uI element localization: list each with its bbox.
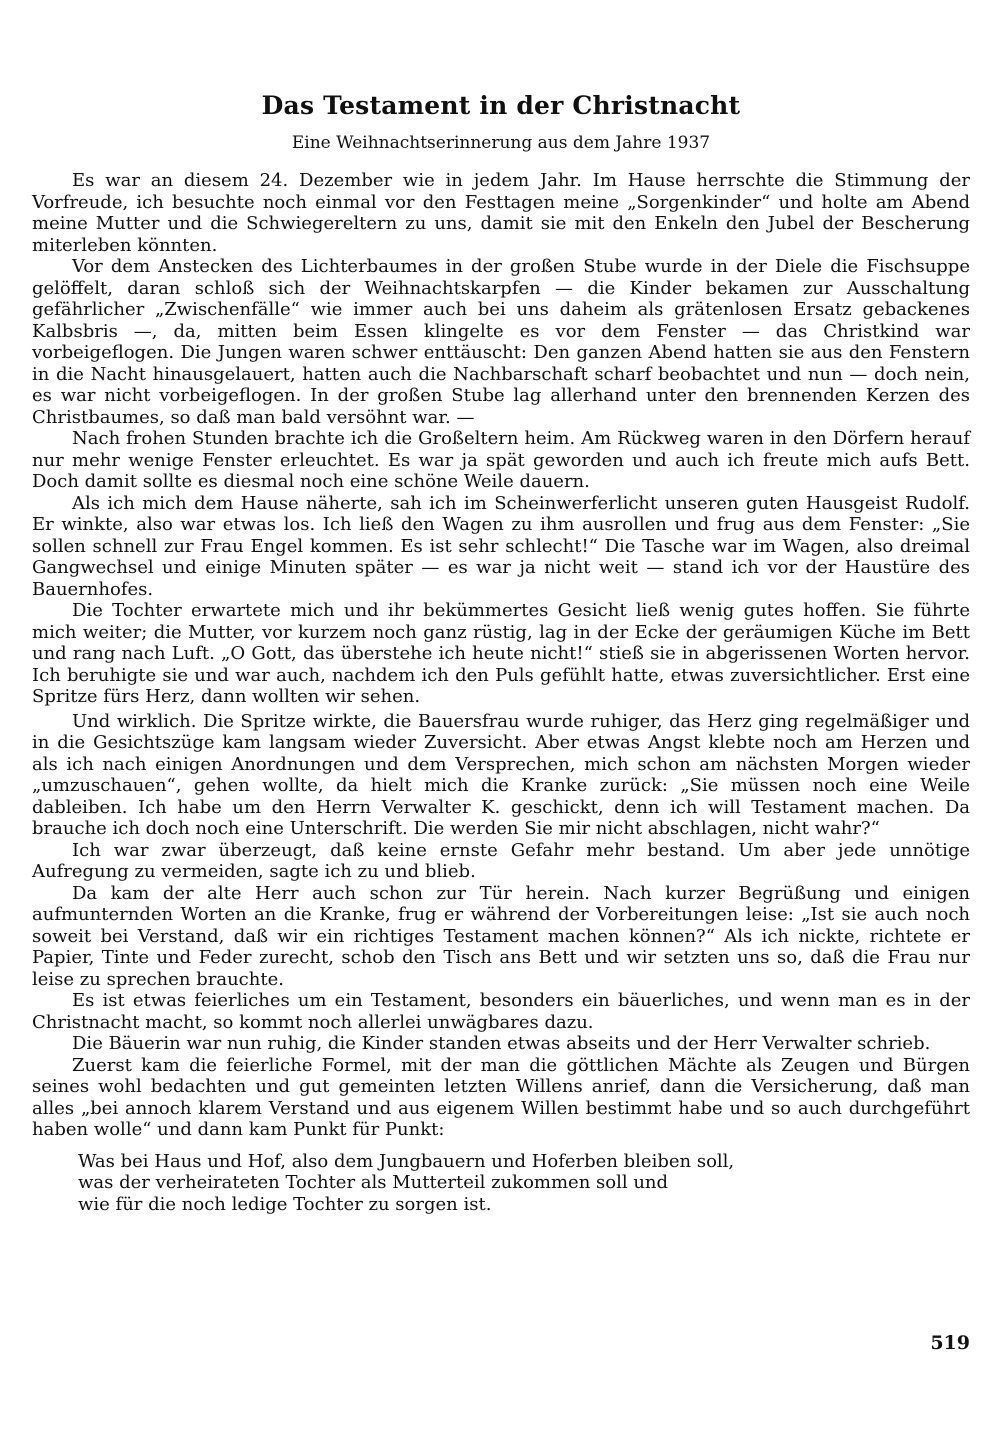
paragraph: Da kam der alte Herr auch schon zur Tür herein. Nach kurzer Begrüßung und einigen aufmunternden Worten an die Kranke, frug er während der Vorbereitungen leise: „Ist sie auch noch soweit bei Verstand, daß wir ein richtiges Testament machen können?“ Als ich nickte, richtete er Papier, Tinte und Feder zurecht, schob den Tisch ans Bett und wir setzten uns so, daß die Frau nur leise zu sprechen brauchte. [32,882,970,990]
paragraph: Ich war zwar überzeugt, daß keine ernste Gefahr mehr bestand. Um aber jede unnötige Aufregung zu vermeiden, sagte ich zu und blieb. [32,839,970,882]
paragraph: Die Bäuerin war nun ruhig, die Kinder standen etwas abseits und der Herr Verwalter schrieb. [72,1033,931,1054]
paragraph: Die Tochter erwartete mich und ihr bekümmertes Gesicht ließ wenig gutes hoffen. Sie führte mich weiter; die Mutter, vor kurzem noch ganz rüstig, lag in der Ecke der geräumigen Küche im Bett und rang nach Luft. „O Gott, das überstehe ich heute nicht!“ stieß sie in abgerissenen Worten hervor. Ich beruhigte sie und war auch, nachdem ich den Puls gefühlt hatte, etwas zuversichtlicher. Erst eine Spritze fürs Herz, dann wollten wir sehen. [32,600,970,707]
paragraph: Vor dem Anstecken des Lichterbaumes in der großen Stube wurde in der Diele die Fischsuppe gelöffelt, daran schloß sich der Weihnachtskarpfen — die Kinder bekamen zur Ausschaltung gefährlicher „Zwischenfälle“ wie immer auch bei uns daheim als grätenlosen Ersatz gebackenes Kalbsbris —, da, mitten beim Essen klingelte es vor dem Fenster — das Christkind war vorbeigeflogen. Die Jungen waren schwer enttäuscht: Den ganzen Abend hatten sie aus den Fenstern in die Nacht hinausgelauert, hatten auch die Nachbarschaft scharf beobachtet und nun — doch nein, es war nicht vorbeigeflogen. In der großen Stube lag allerhand unter den brennenden Kerzen des Christbaumes, so daß man bald versöhnt war. — [32,256,970,428]
paragraph: Es ist etwas feierliches um ein Testament, besonders ein bäuerliches, und wenn man es in der Christnacht macht, so kommt noch allerlei unwägbares dazu. [32,990,970,1033]
page-number: 519 [930,1332,970,1354]
testament-points [78,1151,970,1216]
article-subtitle: Eine Weihnachtserinnerung aus dem Jahre 1937 [291,133,711,153]
article-title: Das Testament in der Christnacht [261,91,741,120]
paragraph: Und wirklich. Die Spritze wirkte, die Bauersfrau wurde ruhiger, das Herz ging regelmäßiger und in die Gesichtszüge kam langsam wieder Zuversicht. Aber etwas Angst klebte noch am Herzen und als ich nach einigen Anordnungen und dem Versprechen, mich schon am nächsten Morgen wieder „umzuschauen“, gehen wollte, da hielt mich die Kranke zurück: „Sie müssen noch eine Weile dableiben. Ich habe um den Herrn Verwalter K. geschickt, denn ich will Testament machen. Da brauche ich doch noch eine Unterschrift. Die werden Sie mir nicht abschlagen, nicht wahr?“ [32,710,970,839]
paragraph: Es war an diesem 24. Dezember wie in jedem Jahr. Im Hause herrschte die Stimmung der Vorfreude, ich besuchte noch einmal vor den Festtagen meine „Sorgenkinder“ und holte am Abend meine Mutter und die Schwiegereltern zu uns, damit sie mit den Enkeln den Jubel der Bescherung miterleben könnten. [32,170,970,256]
article-body [32,170,970,1141]
paragraph: Zuerst kam die feierliche Formel, mit der man die göttlichen Mächte als Zeugen und Bürgen seines wohl bedachten und gut gemeinten letzten Willens anrief, dann die Versicherung, daß man alles „bei annoch klarem Verstand und aus eigenem Willen bestimmt habe und so auch durchgeführt haben wolle“ und dann kam Punkt für Punkt: [32,1054,970,1140]
paragraph: Als ich mich dem Hause näherte, sah ich im Scheinwerferlicht unseren guten Hausgeist Rudolf. Er winkte, also war etwas los. Ich ließ den Wagen zu ihm ausrollen und frug aus dem Fenster: „Sie sollen schnell zur Frau Engel kommen. Es ist sehr schlecht!“ Die Tasche war im Wagen, also dreimal Gangwechsel und einige Minuten später — es war ja nicht weit — stand ich vor der Haustüre des Bauernhofes. [32,492,970,600]
paragraph: Nach frohen Stunden brachte ich die Großeltern heim. Am Rückweg waren in den Dörfern herauf nur mehr wenige Fenster erleuchtet. Es war ja spät geworden und auch ich freute mich aufs Bett. Doch damit sollte es diesmal noch eine schöne Weile dauern. [32,428,970,492]
list-item: wie für die noch ledige Tochter zu sorgen ist. [78,1193,492,1215]
article [32,90,970,1215]
list-item: was der verheirateten Tochter als Mutterteil zukommen soll und [78,1172,669,1193]
list-item: Was bei Haus und Hof, also dem Jungbauern und Hoferben bleiben soll, [78,1150,735,1172]
